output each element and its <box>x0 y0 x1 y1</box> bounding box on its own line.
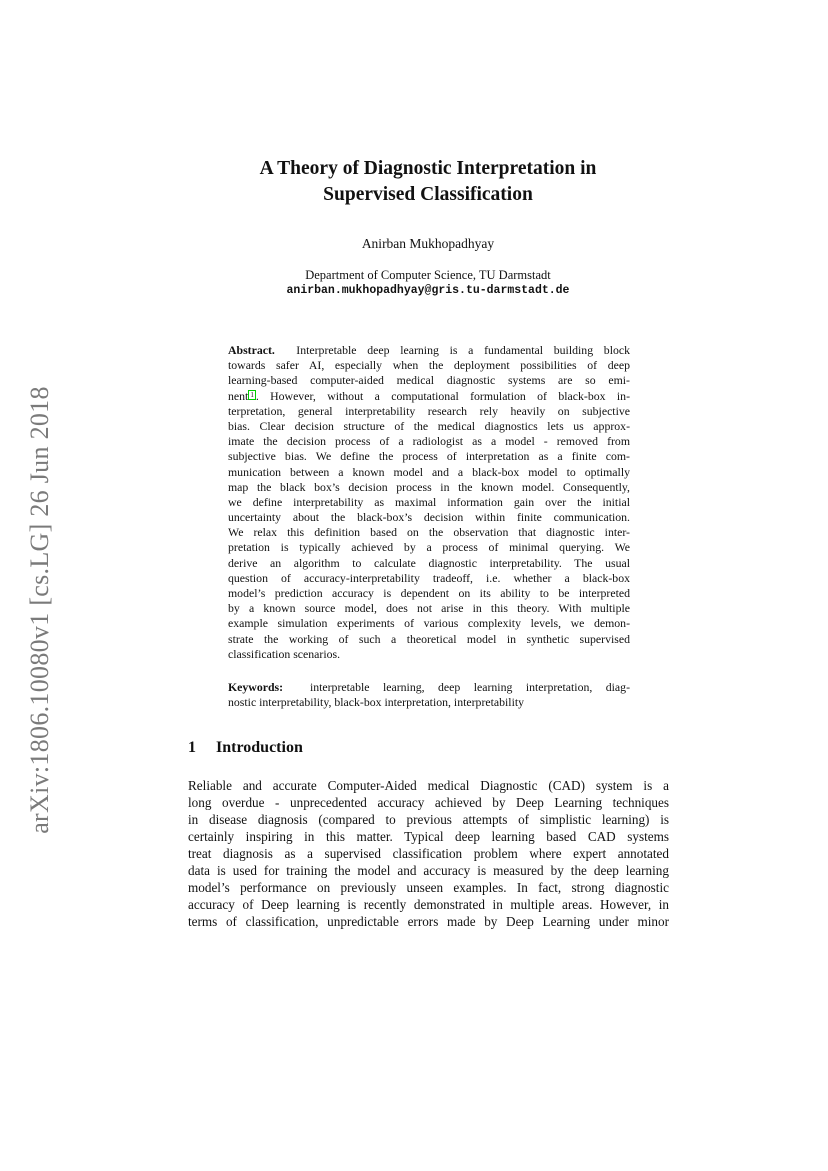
title-line: A Theory of Diagnostic Interpretation in <box>259 158 597 179</box>
footnote-link[interactable]: 1 <box>250 390 254 399</box>
author-name: Anirban Mukhopadhyay <box>361 236 495 251</box>
abstract-line: example simulation experiments of various complexity levels, we demon- <box>228 616 630 631</box>
abstract-line: question of accuracy-interpretability tradeoff, i.e. whether a black-box <box>228 570 630 585</box>
introduction-paragraph <box>188 777 669 930</box>
abstract-line: we define interpretability as maximal information gain over the initial <box>228 494 630 509</box>
section-number: 1 <box>188 739 196 756</box>
abstract-line: map the black box’s decision process in the known model. Consequently, <box>228 479 630 494</box>
abstract-line: We relax this definition based on the observation that diagnostic inter- <box>228 525 630 540</box>
body-line: in disease diagnosis (compared to previous attempts of simplistic learning) is <box>188 812 669 827</box>
abstract-line: by a known source model, does not arise in this theory. With multiple <box>228 601 630 616</box>
body-line: data is used for training the model and accuracy is measured by the deep learning <box>188 863 669 878</box>
arxiv-identifier: arXiv:1806.10080v1 [cs.LG] 26 Jun 2018 <box>25 386 54 834</box>
abstract-line: derive an algorithm to calculate diagnostic interpretability. The usual <box>228 555 630 570</box>
body-line: long overdue - unprecedented accuracy achieved by Deep Learning techniques <box>188 795 669 810</box>
body-line: terms of classification, unpredictable errors made by Deep Learning under minor <box>188 914 669 929</box>
abstract-line: uncertainty about the black-box’s decision within finite communication. <box>228 510 630 525</box>
abstract-line: model’s prediction accuracy is dependent on its ability to be interpreted <box>228 586 630 600</box>
abstract-line: strate the working of such a theoretical model in synthetic supervised <box>228 631 630 646</box>
abstract-line: bias. Clear decision structure of the medical diagnostics lets us approx- <box>228 418 630 433</box>
affiliation: Department of Computer Science, TU Darmstadt <box>305 268 551 282</box>
body-line: treat diagnosis as a supervised classification problem where expert annotated <box>188 846 669 861</box>
abstract-line: pretation is typically achieved by a process of minimal querying. We <box>228 540 630 555</box>
keywords-label: Keywords: <box>228 680 284 694</box>
abstract-line: munication between a known model and a black-box model to optimally <box>228 464 630 479</box>
body-line: model’s performance on previously unseen examples. In fact, strong diagnostic <box>188 880 669 895</box>
abstract-line: Abstract. Interpretable deep learning is a fundamental building block <box>228 343 631 357</box>
section-title: Introduction <box>216 739 303 756</box>
title-line: Supervised Classification <box>323 184 533 205</box>
abstract-line: subjective bias. We define the process of interpretation as a finite com- <box>228 449 630 464</box>
author-email: anirban.mukhopadhyay@gris.tu-darmstadt.de <box>286 284 570 297</box>
abstract-line: learning-based computer-aided medical diagnostic systems are so emi- <box>228 373 630 388</box>
abstract-line: nent 1 . However, without a computational formulation of black-box in- <box>228 388 630 403</box>
affiliation-block <box>188 267 668 299</box>
paper-title <box>188 156 668 208</box>
abstract-label: Abstract. <box>228 343 275 357</box>
arxiv-side-stamp <box>20 370 60 850</box>
abstract-line: imate the decision process of a radiologist as a model - removed from <box>228 434 630 449</box>
keywords-line: Keywords: interpretable learning, deep learning interpretation, diag- <box>228 680 631 694</box>
section-heading <box>188 739 303 757</box>
body-line: Reliable and accurate Computer-Aided medical Diagnostic (CAD) system is a <box>188 778 669 793</box>
abstract-line: terpretation, general interpretability research rely heavily on subjective <box>228 403 630 418</box>
abstract-line: towards safer AI, especially when the deployment possibilities of deep <box>228 358 630 373</box>
keywords <box>228 680 630 710</box>
body-line: certainly inspiring in this matter. Typical deep learning based CAD systems <box>188 829 669 844</box>
abstract-line: classification scenarios. <box>228 646 341 661</box>
keywords-line: nostic interpretability, black-box interpretation, interpretability <box>228 695 525 710</box>
abstract <box>228 343 630 662</box>
body-line: accuracy of Deep learning is recently demonstrated in multiple areas. However, in <box>188 897 669 912</box>
